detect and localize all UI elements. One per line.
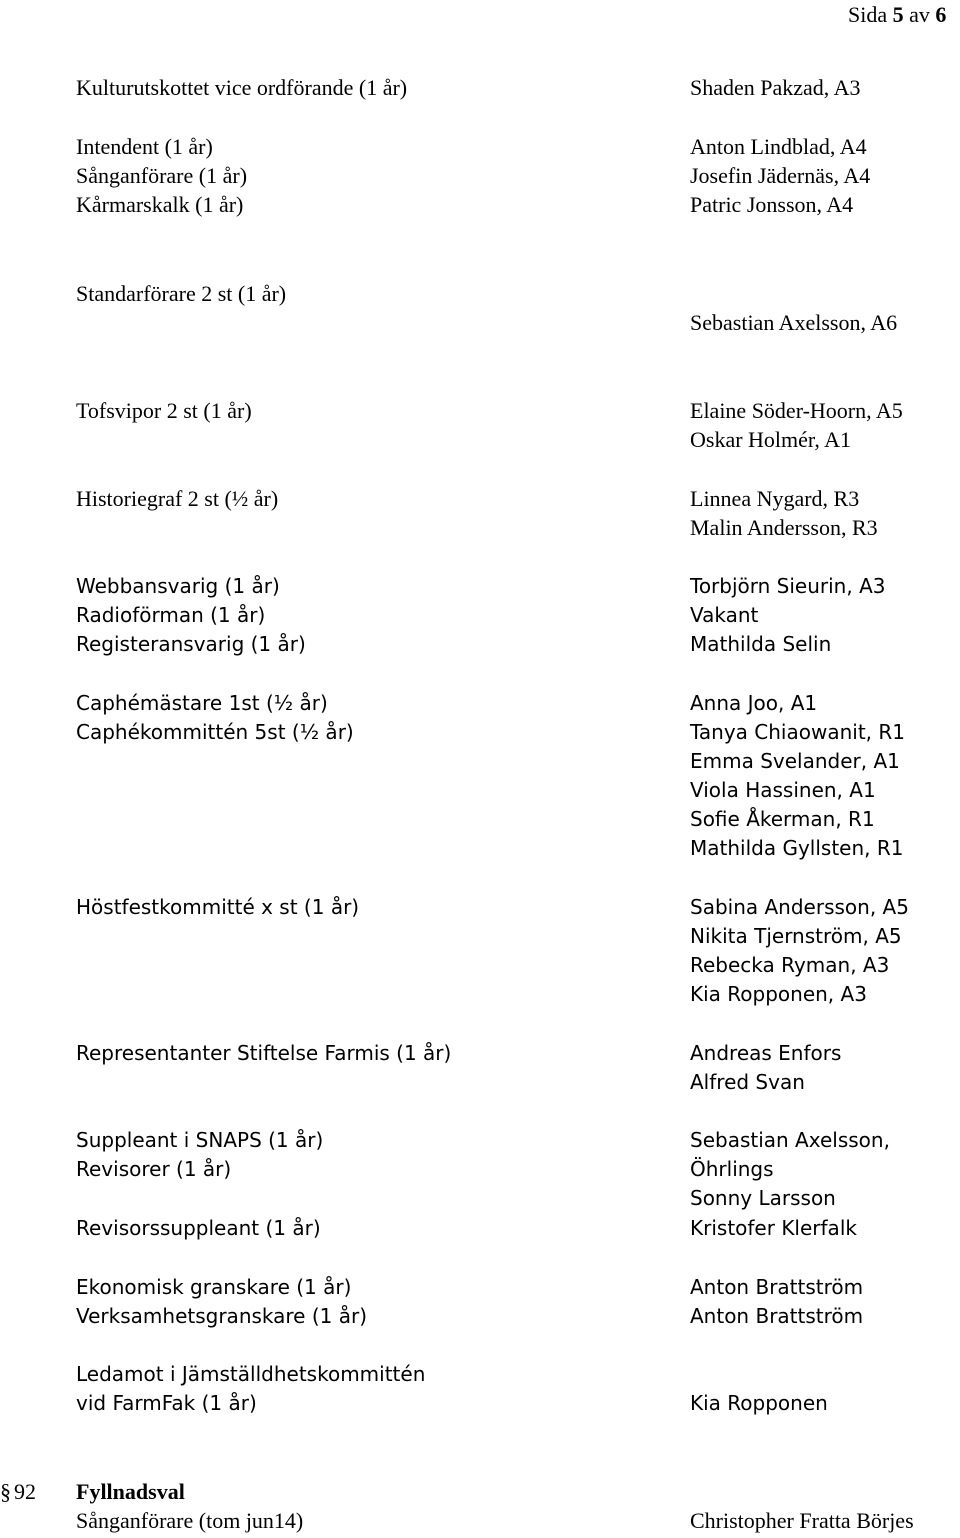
page-number xyxy=(848,0,946,29)
role-label: Höstfestkommitté x st (1 år) xyxy=(76,895,360,919)
role-label: Suppleant i SNAPS (1 år) xyxy=(76,1128,324,1152)
page-current: 5 xyxy=(892,2,904,27)
role-label: Ledamot i Jämställdhetskommittén xyxy=(76,1362,426,1386)
member-name: Mathilda Gyllsten, R1 xyxy=(690,836,904,860)
member-name: Öhrlings xyxy=(690,1157,774,1181)
role-label-continued: vid FarmFak (1 år) xyxy=(76,1391,257,1415)
role-label: Standarförare 2 st (1 år) xyxy=(76,281,287,306)
member-name: Sebastian Axelsson, xyxy=(690,1128,890,1152)
role-label: Kårmarskalk (1 år) xyxy=(76,192,244,217)
member-name: Rebecka Ryman, A3 xyxy=(690,953,890,977)
member-name: Sofie Åkerman, R1 xyxy=(690,807,875,831)
role-label: Caphémästare 1st (½ år) xyxy=(76,691,328,715)
role-label: Intendent (1 år) xyxy=(76,134,213,159)
member-name: Elaine Söder-Hoorn, A5 xyxy=(690,398,903,423)
member-name: Malin Andersson, R3 xyxy=(690,515,878,540)
member-name: Shaden Pakzad, A3 xyxy=(690,75,861,100)
page-middle: av xyxy=(909,2,930,27)
member-name: Sonny Larsson xyxy=(690,1186,836,1210)
member-name: Christopher Fratta Börjes xyxy=(690,1508,914,1533)
page-total: 6 xyxy=(935,2,947,27)
role-label: Registeransvarig (1 år) xyxy=(76,632,306,656)
role-label: Revisorer (1 år) xyxy=(76,1157,232,1181)
member-name: Kia Ropponen, A3 xyxy=(690,982,867,1006)
member-name: Sebastian Axelsson, A6 xyxy=(690,310,898,335)
section-sign: § xyxy=(0,1479,11,1504)
member-name: Anna Joo, A1 xyxy=(690,691,818,715)
member-name: Tanya Chiaowanit, R1 xyxy=(690,720,905,744)
role-label: Sånganförare (1 år) xyxy=(76,163,248,188)
member-name: Josefin Jädernäs, A4 xyxy=(690,163,871,188)
member-name: Alfred Svan xyxy=(690,1070,805,1094)
role-label: Revisorssuppleant (1 år) xyxy=(76,1216,321,1240)
role-label: Caphékommittén 5st (½ år) xyxy=(76,720,354,744)
member-name: Anton Lindblad, A4 xyxy=(690,134,867,159)
member-name: Kristofer Klerfalk xyxy=(690,1216,857,1240)
role-label: Historiegraf 2 st (½ år) xyxy=(76,486,279,511)
role-label: Verksamhetsgranskare (1 år) xyxy=(76,1304,368,1328)
role-label: Radioförman (1 år) xyxy=(76,603,266,627)
member-name: Torbjörn Sieurin, A3 xyxy=(690,574,886,598)
role-label: Webbansvarig (1 år) xyxy=(76,574,280,598)
member-name: Nikita Tjernström, A5 xyxy=(690,924,902,948)
role-label: Sånganförare (tom jun14) xyxy=(76,1508,304,1533)
member-name: Anton Brattström xyxy=(690,1304,864,1328)
member-name: Patric Jonsson, A4 xyxy=(690,192,854,217)
member-name: Viola Hassinen, A1 xyxy=(690,778,876,802)
page-prefix: Sida xyxy=(848,2,888,27)
member-name: Oskar Holmér, A1 xyxy=(690,427,852,452)
section-number: 92 xyxy=(14,1479,36,1504)
role-label: Representanter Stiftelse Farmis (1 år) xyxy=(76,1041,452,1065)
member-name: Kia Ropponen xyxy=(690,1391,828,1415)
member-name: Sabina Andersson, A5 xyxy=(690,895,909,919)
role-label: Tofsvipor 2 st (1 år) xyxy=(76,398,252,423)
role-label: Ekonomisk granskare (1 år) xyxy=(76,1275,352,1299)
member-name: Andreas Enfors xyxy=(690,1041,842,1065)
member-name: Linnea Nygard, R3 xyxy=(690,486,860,511)
role-label: Kulturutskottet vice ordförande (1 år) xyxy=(76,75,408,100)
member-name: Vakant xyxy=(690,603,759,627)
member-name: Mathilda Selin xyxy=(690,632,832,656)
member-name: Emma Svelander, A1 xyxy=(690,749,900,773)
section-title: Fyllnadsval xyxy=(76,1479,185,1504)
member-name: Anton Brattström xyxy=(690,1275,864,1299)
